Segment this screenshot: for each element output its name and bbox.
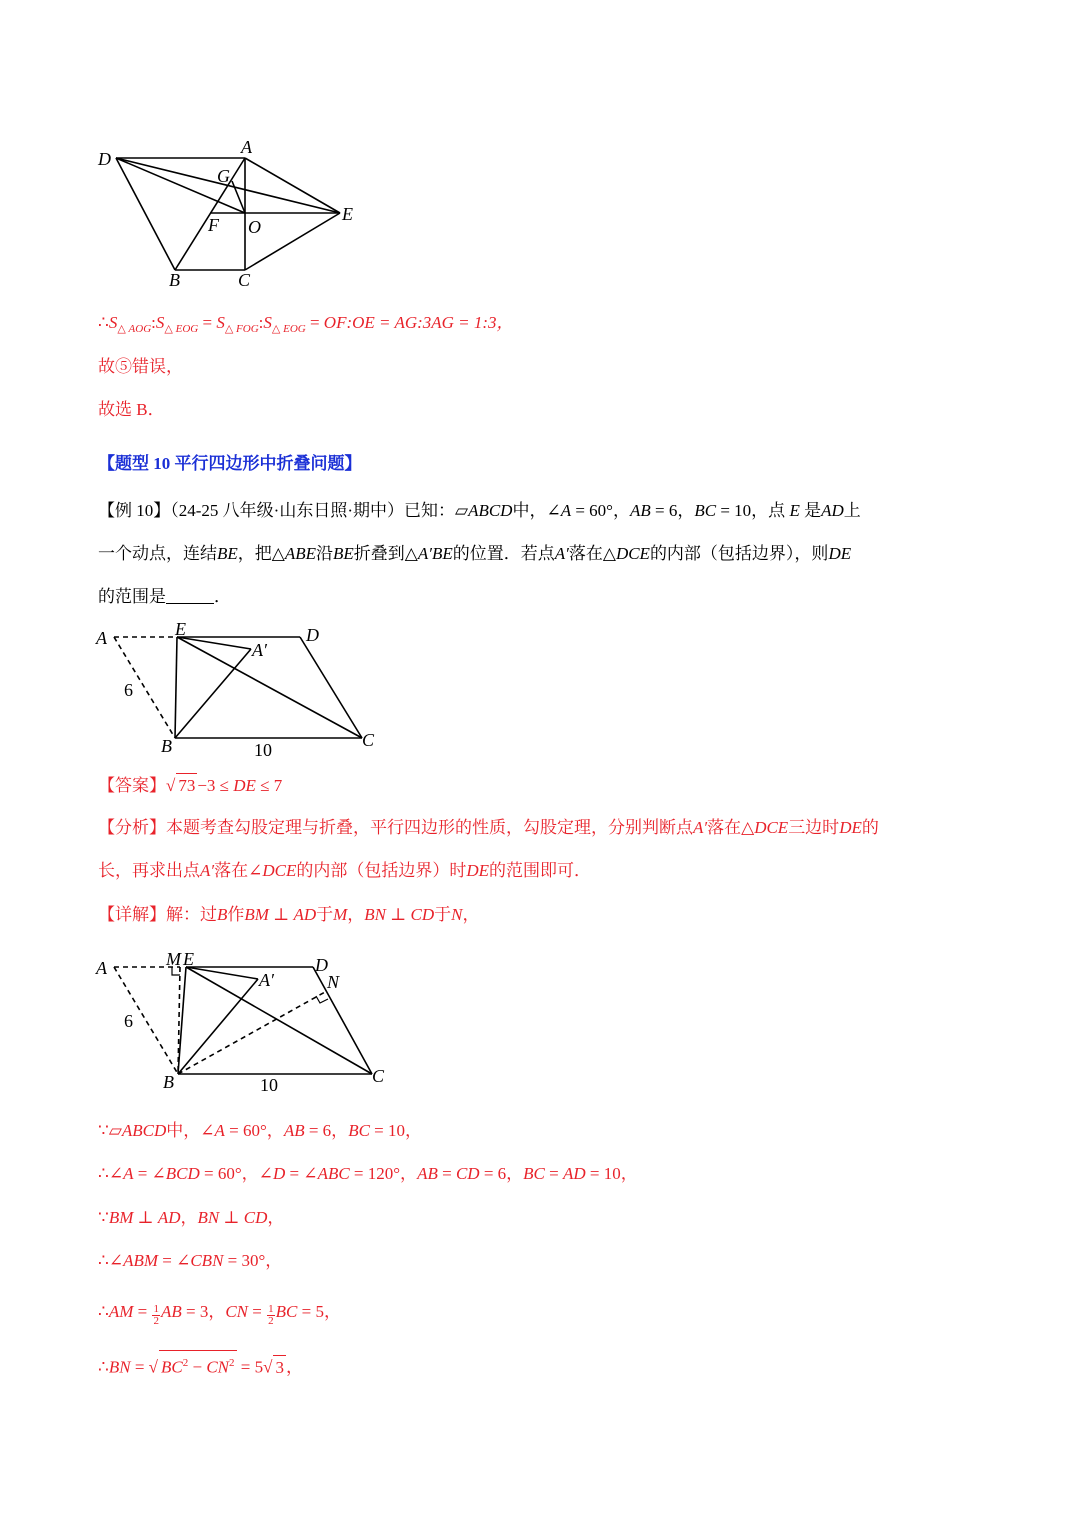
example-line-3: 的范围是 ． bbox=[98, 587, 231, 606]
example-line-1: 【例 10】（24-25 八年级·山东日照·期中）已知：▱ABCD中，∠A = 60°，AB = 6，BC = 10，点 E 是AD上 bbox=[98, 501, 861, 520]
analysis-line-1: 【分析】本题考查勾股定理与折叠，平行四边形的性质，勾股定理，分别判断点A′落在△DCE三边时DE的 bbox=[98, 818, 879, 837]
solution-area-ratio: $\therefore S_{\triangle AOG}:S_{\triangle EOG}$ = $S_{\triangle FOG}:S_{\triangle EOG}$ = OF:OE = AG:3AG = 1:3， bbox=[98, 313, 514, 335]
circled-five: ⑤ bbox=[115, 357, 132, 376]
detail-tag: 【详解】 bbox=[98, 905, 166, 924]
label-N: N bbox=[327, 972, 340, 992]
sqrt-73: 73 bbox=[176, 773, 197, 798]
label-six: 6 bbox=[124, 680, 133, 700]
example-tag: 【例 10】 bbox=[98, 501, 171, 520]
detail-line: 【详解】解：过B作BM ⊥ AD于M，BN ⊥ CD于N， bbox=[98, 905, 480, 924]
analysis-line-2: 长，再求出点A′落在∠DCE的内部（包括边界）时DE的范围即可． bbox=[98, 861, 592, 880]
label-E: E bbox=[175, 620, 186, 639]
label-B: B bbox=[163, 1072, 174, 1092]
figure-parallelogram-fold bbox=[90, 620, 390, 760]
label-G: G bbox=[217, 166, 230, 186]
label-O: O bbox=[248, 217, 261, 237]
label-ten: 10 bbox=[254, 740, 272, 760]
step-5: ∴AM = $\frac{1}{2}$ AB = 3，CN = $\frac{1}{2}$ BC = 5， bbox=[98, 1302, 341, 1327]
label-A: A bbox=[96, 628, 107, 648]
label-E: E bbox=[183, 949, 194, 969]
solution-choice: 故选 B． bbox=[98, 400, 165, 419]
label-E: E bbox=[342, 204, 353, 224]
example-line-2: 一个动点，连结BE，把△ABE沿BE折叠到△A′BE的位置．若点A′落在△DCE的内部（包括边界），则DE bbox=[98, 544, 852, 563]
label-D: D bbox=[315, 955, 328, 975]
section-heading: 【题型 10 平行四边形中折叠问题】 bbox=[98, 454, 362, 473]
label-C: C bbox=[372, 1066, 385, 1086]
label-B: B bbox=[169, 270, 180, 290]
label-C: C bbox=[362, 730, 375, 750]
step-4: ∴∠ABM = ∠CBN = 30°， bbox=[98, 1251, 283, 1270]
figure-parallelogram-perpendiculars bbox=[90, 945, 400, 1095]
label-M: M bbox=[166, 949, 181, 969]
step-3: ∵BM ⊥ AD，BN ⊥ CD， bbox=[98, 1208, 285, 1227]
analysis-tag: 【分析】 bbox=[98, 818, 166, 837]
label-A-prime: A′ bbox=[252, 640, 267, 660]
label-C: C bbox=[238, 270, 251, 290]
label-B: B bbox=[161, 736, 172, 756]
label-A: A bbox=[241, 137, 252, 157]
label-ten: 10 bbox=[260, 1075, 278, 1095]
step-6: ∴BN = √ $BC^2 - CN^2 = 5√$ 3 ， bbox=[98, 1350, 303, 1380]
step-2: ∴∠A = ∠BCD = 60°，∠D = ∠ABC = 120°，AB = CD = 6，BC = AD = 10， bbox=[98, 1164, 638, 1183]
step-1: ∵▱ABCD中，∠A = 60°，AB = 6，BC = 10， bbox=[98, 1121, 423, 1140]
label-six: 6 bbox=[124, 1011, 133, 1031]
label-F: F bbox=[208, 215, 219, 235]
solution-conclusion: 故⑤错误， bbox=[98, 357, 183, 376]
answer-line: 【答案】√ 73 −3 ≤ DE ≤ 7 bbox=[98, 773, 282, 798]
answer-blank bbox=[166, 587, 214, 604]
label-D: D bbox=[98, 149, 111, 169]
label-A: A bbox=[96, 958, 107, 978]
label-A-prime: A′ bbox=[259, 970, 274, 990]
figure-parallelogram-1 bbox=[90, 132, 370, 292]
label-D: D bbox=[306, 625, 319, 645]
answer-tag: 【答案】 bbox=[98, 776, 166, 795]
ratio-text: OF:OE = AG:3AG = 1:3， bbox=[323, 313, 514, 332]
